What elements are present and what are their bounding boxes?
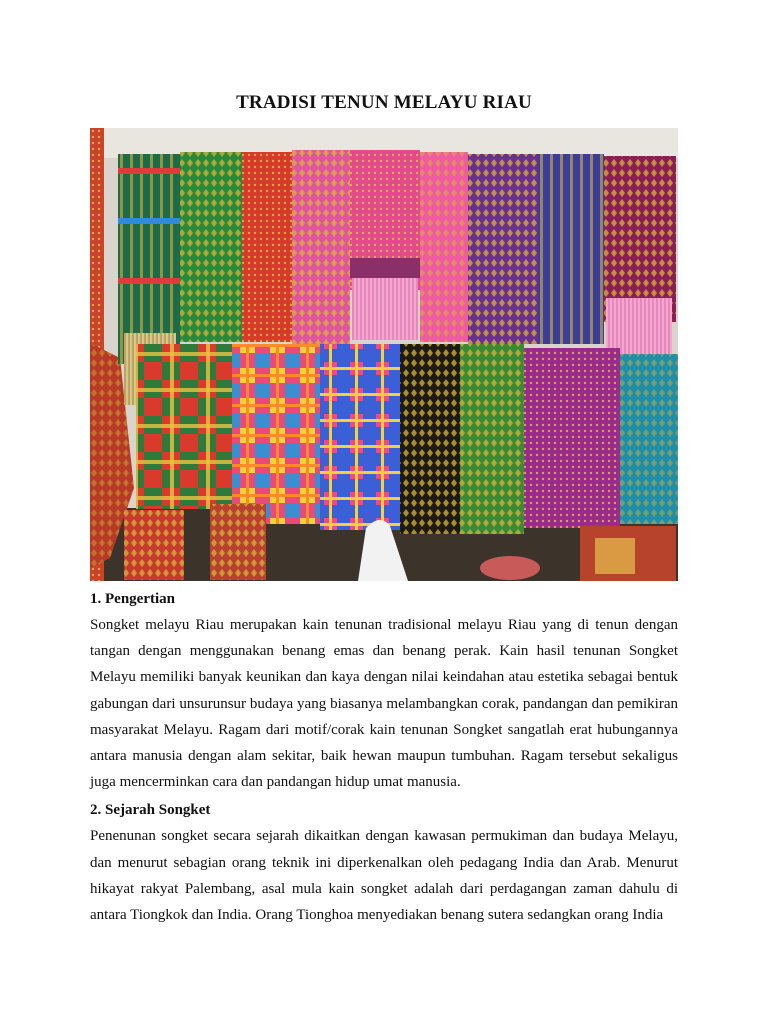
document-title: TRADISI TENUN MELAYU RIAU bbox=[236, 92, 532, 113]
section-paragraph: Penenunan songket secara sejarah dikaitkan dengan kawasan permukiman dan budaya Melayu, dan menurut sebagian orang teknik ini diperkenalkan oleh pedagang India dan Arab. Menurut hikayat rakyat Palembang, asal mula kain songket adalah dari perdagangan zaman dahulu di antara Tiongkok dan India. Orang Tionghoa menyediakan benang sutera sedangkan orang India bbox=[90, 828, 678, 924]
songket-display-photo bbox=[90, 128, 678, 581]
section-paragraph: Songket melayu Riau merupakan kain tenunan tradisional melayu Riau yang di tenun dengan tangan dengan menggunakan benang emas dan benang perak. Kain hasil tenunan Songket Melayu memiliki banyak keunikan dan kaya dengan nilai keindahan atau estetika sebagai bentuk gabungan dari unsurunsur budaya yang biasanya melambangkan corak, pandangan dan pemikiran masyarakat Melayu. Ragam dari motif/corak kain tenunan Songket sangatlah erat hubungannya antara manusia dengan alam sekitar, baik hewan maupun tumbuhan. Ragam tersebut sekaligus juga mencerminkan cara dan pandangan hidup umat manusia. bbox=[90, 617, 678, 791]
section-heading: 1. Pengertian bbox=[90, 591, 175, 607]
section-heading: 2. Sejarah Songket bbox=[90, 802, 211, 819]
photo-illustration bbox=[90, 128, 678, 581]
document-body bbox=[90, 586, 678, 929]
